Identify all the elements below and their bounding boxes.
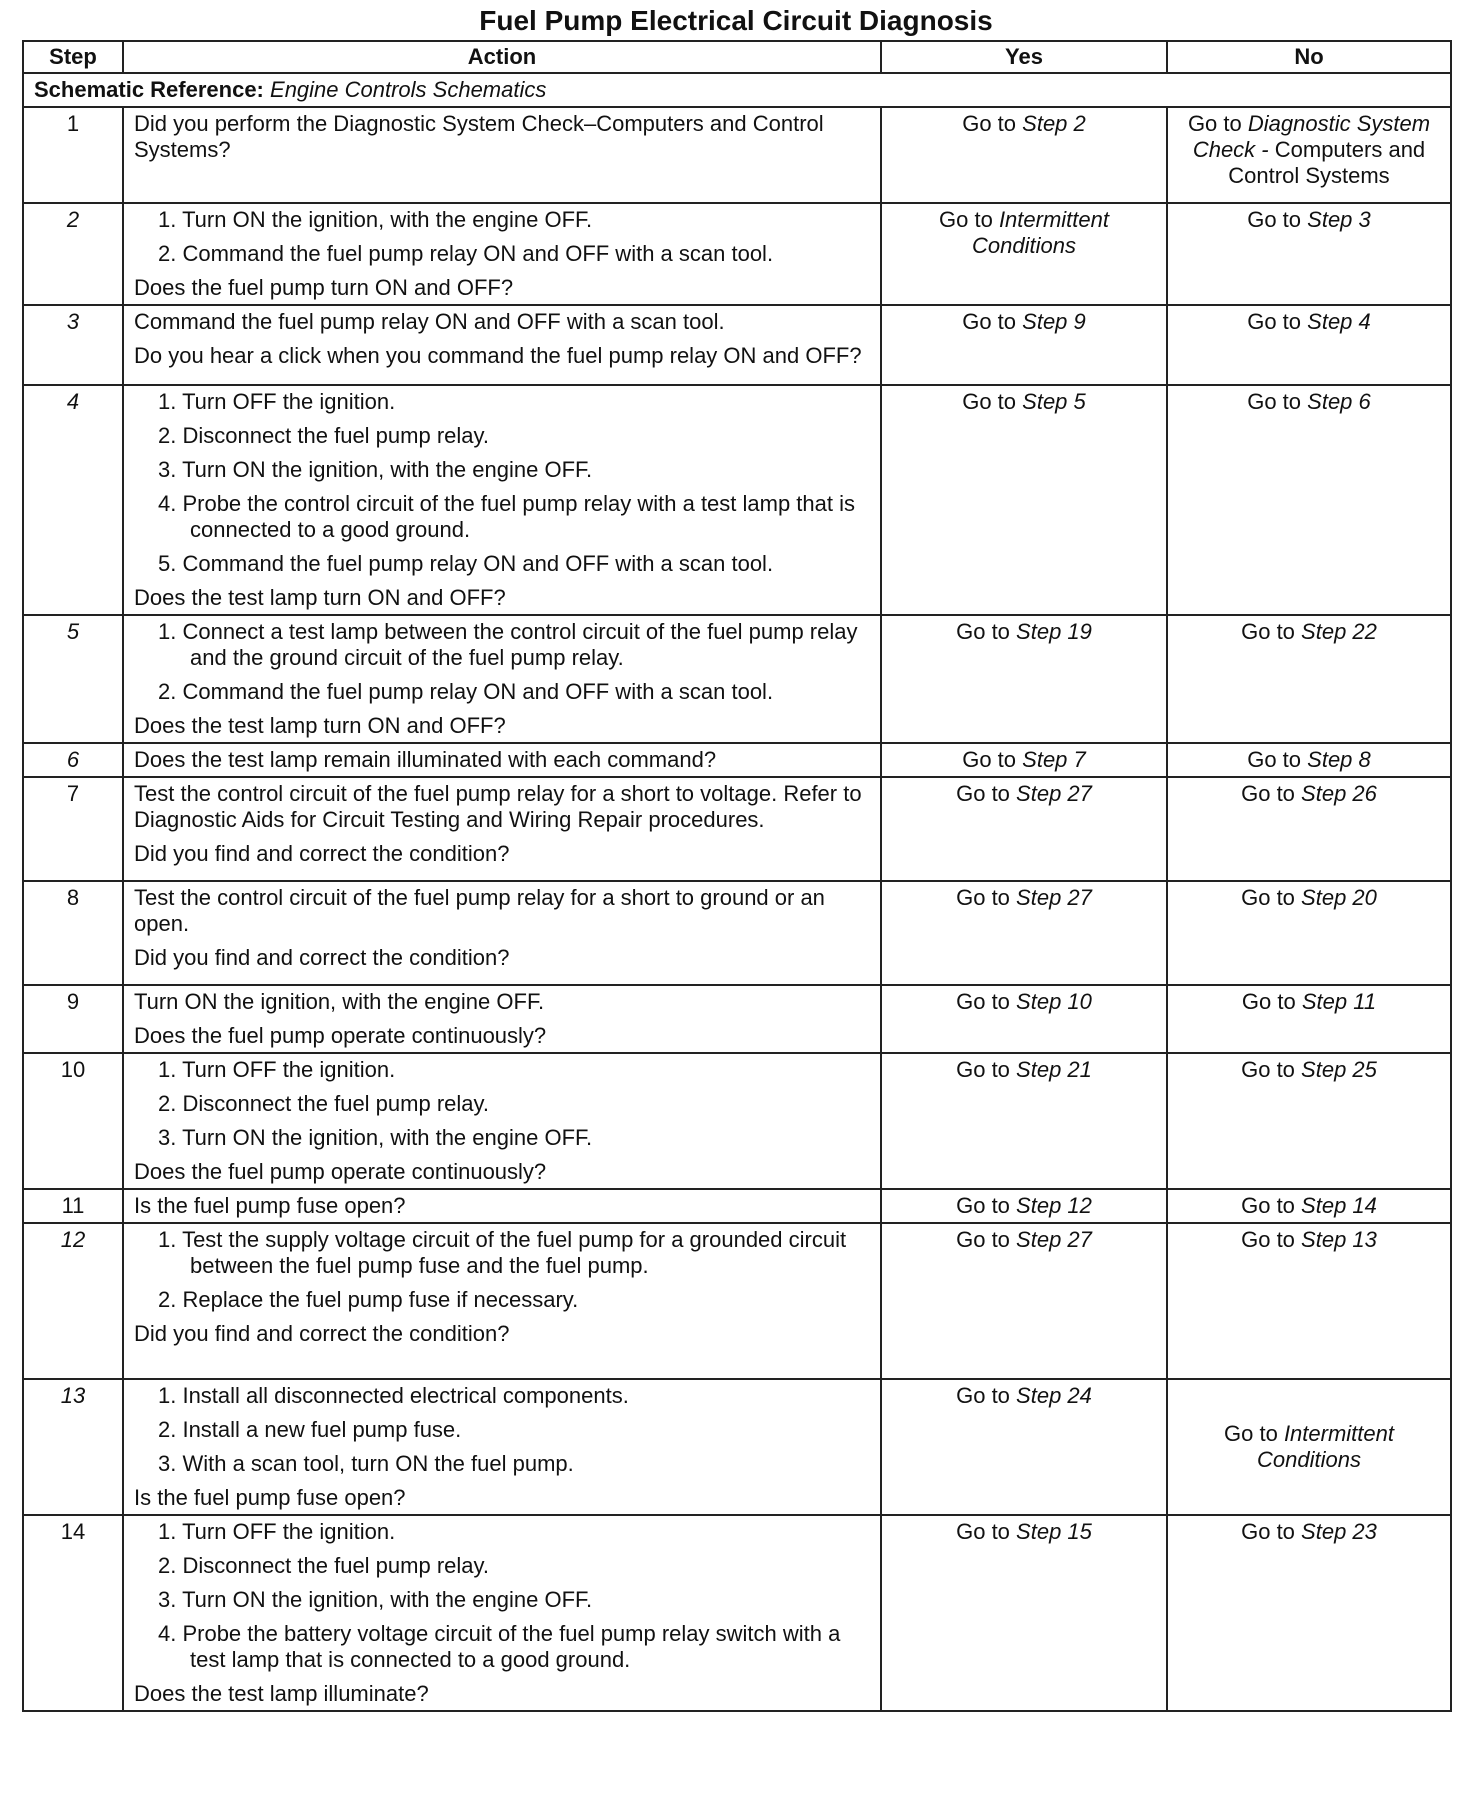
goto-step-link[interactable]: Intermittent Conditions	[1257, 1421, 1394, 1472]
action-item: 2. Replace the fuel pump fuse if necessary.	[158, 1287, 579, 1312]
goto-step-link[interactable]: Step 8	[1307, 747, 1371, 772]
goto-prefix: Go to	[1241, 1227, 1295, 1252]
goto-prefix: Go to	[1241, 1193, 1295, 1218]
goto-prefix: Go to	[1247, 747, 1302, 772]
action-cell	[123, 881, 881, 985]
no-cell	[1167, 615, 1451, 743]
table-row	[23, 615, 1451, 743]
goto-prefix: Go to	[962, 747, 1017, 772]
yes-cell	[881, 203, 1167, 305]
action-question: Does the test lamp turn ON and OFF?	[134, 585, 506, 610]
goto-prefix: Go to	[956, 619, 1010, 644]
action-item: 4. Probe the battery voltage circuit of the fuel pump relay switch with a test lamp that is connected to a good ground.	[158, 1621, 841, 1672]
table-row	[23, 1053, 1451, 1189]
step-number: 3	[23, 305, 123, 385]
action-question: Does the fuel pump operate continuously?	[134, 1023, 547, 1048]
action-question: Does the fuel pump operate continuously?	[134, 1159, 547, 1184]
action-item: 1. Test the supply voltage circuit of the fuel pump for a grounded circuit between the fuel pump fuse and the fuel pump.	[158, 1227, 847, 1278]
action-question: Does the test lamp turn ON and OFF?	[134, 713, 506, 738]
action-cell	[123, 777, 881, 881]
step-number: 14	[23, 1515, 123, 1711]
table-row	[23, 1223, 1451, 1379]
goto-prefix: Go to	[1241, 619, 1295, 644]
goto-prefix: Go to	[956, 781, 1010, 806]
action-question: Did you find and correct the condition?	[134, 1321, 510, 1346]
action-cell	[123, 385, 881, 615]
header-row	[23, 41, 1451, 73]
yes-cell	[881, 385, 1167, 615]
no-cell	[1167, 385, 1451, 615]
page-title: Fuel Pump Electrical Circuit Diagnosis	[479, 5, 993, 36]
step-number: 8	[23, 881, 123, 985]
action-item: 2. Install a new fuel pump fuse.	[158, 1417, 462, 1442]
goto-prefix: Go to	[1241, 989, 1296, 1014]
table-row	[23, 743, 1451, 777]
goto-step-link[interactable]: Step 27	[1016, 781, 1092, 806]
action-intro: Command the fuel pump relay ON and OFF with a scan tool.	[134, 309, 725, 334]
schematic-reference-value: Engine Controls Schematics	[270, 77, 547, 102]
action-item: 3. Turn ON the ignition, with the engine OFF.	[158, 1125, 593, 1150]
no-cell	[1167, 777, 1451, 881]
step-number: 7	[23, 777, 123, 881]
goto-step-link[interactable]: Step 22	[1301, 619, 1377, 644]
action-cell	[123, 1515, 881, 1711]
step-number: 10	[23, 1053, 123, 1189]
goto-step-link[interactable]: Step 10	[1016, 989, 1092, 1014]
action-item: 1. Turn ON the ignition, with the engine OFF.	[158, 207, 593, 232]
goto-step-link[interactable]: Diagnostic System Check -	[1192, 111, 1431, 162]
goto-step-link[interactable]: Step 24	[1016, 1383, 1092, 1408]
goto-prefix: Go to	[962, 309, 1017, 334]
goto-step-link[interactable]: Step 5	[1022, 389, 1086, 414]
yes-cell	[881, 305, 1167, 385]
yes-cell	[881, 1223, 1167, 1379]
goto-prefix: Go to	[1247, 309, 1302, 334]
no-cell	[1167, 107, 1451, 203]
no-cell	[1167, 1053, 1451, 1189]
action-cell	[123, 743, 881, 777]
step-number: 9	[23, 985, 123, 1053]
goto-prefix: Go to	[939, 207, 993, 232]
yes-cell	[881, 1379, 1167, 1515]
action-item: 1. Turn OFF the ignition.	[158, 389, 396, 414]
yes-cell	[881, 985, 1167, 1053]
action-question: Does the fuel pump turn ON and OFF?	[134, 275, 514, 300]
no-cell	[1167, 985, 1451, 1053]
table-row	[23, 881, 1451, 985]
step-number: 4	[23, 385, 123, 615]
step-number: 5	[23, 615, 123, 743]
goto-step-link[interactable]: Step 14	[1301, 1193, 1377, 1218]
step-number: 2	[23, 203, 123, 305]
action-intro: Is the fuel pump fuse open?	[134, 1193, 406, 1218]
yes-cell	[881, 881, 1167, 985]
table-row	[23, 1379, 1451, 1515]
yes-cell	[881, 107, 1167, 203]
yes-cell	[881, 777, 1167, 881]
schematic-reference-row	[23, 73, 1451, 107]
goto-prefix: Go to	[1247, 207, 1302, 232]
goto-step-link[interactable]: Step 12	[1016, 1193, 1092, 1218]
action-intro: Test the control circuit of the fuel pump relay for a short to ground or an open.	[134, 885, 825, 936]
goto-prefix: Go to	[1224, 1421, 1278, 1446]
action-item: 1. Turn OFF the ignition.	[158, 1057, 396, 1082]
action-question: Does the test lamp illuminate?	[134, 1681, 429, 1706]
action-cell	[123, 107, 881, 203]
goto-step-link[interactable]: Step 6	[1307, 389, 1371, 414]
action-cell	[123, 1379, 881, 1515]
goto-step-link[interactable]: Step 11	[1301, 989, 1377, 1014]
header-action: Action	[123, 41, 881, 73]
action-item: 3. With a scan tool, turn ON the fuel pump.	[158, 1451, 574, 1476]
table-row	[23, 985, 1451, 1053]
goto-prefix: Go to	[956, 885, 1010, 910]
action-cell	[123, 1223, 881, 1379]
header-no: No	[1167, 41, 1451, 73]
yes-cell	[881, 1189, 1167, 1223]
no-cell	[1167, 1223, 1451, 1379]
goto-prefix: Go to	[1247, 389, 1302, 414]
action-intro: Did you perform the Diagnostic System Check–Computers and Control Systems?	[134, 111, 824, 162]
action-item: 3. Turn ON the ignition, with the engine OFF.	[158, 457, 593, 482]
goto-prefix: Go to	[956, 1057, 1010, 1082]
goto-step-link[interactable]: Step 15	[1016, 1519, 1092, 1544]
step-number: 6	[23, 743, 123, 777]
goto-prefix: Go to	[962, 389, 1017, 414]
goto-prefix: Go to	[1241, 1057, 1295, 1082]
step-number: 11	[23, 1189, 123, 1223]
step-number: 12	[23, 1223, 123, 1379]
goto-prefix: Go to	[956, 989, 1010, 1014]
action-item: 1. Turn OFF the ignition.	[158, 1519, 396, 1544]
action-question: Did you find and correct the condition?	[134, 945, 510, 970]
action-item: 1. Install all disconnected electrical components.	[158, 1383, 629, 1408]
table-row	[23, 777, 1451, 881]
goto-prefix: Go to	[1241, 781, 1295, 806]
goto-step-link[interactable]: Step 27	[1016, 885, 1092, 910]
goto-prefix: Go to	[956, 1193, 1010, 1218]
goto-prefix: Go to	[956, 1383, 1010, 1408]
goto-step-link[interactable]: Step 9	[1022, 309, 1086, 334]
header-yes: Yes	[881, 41, 1167, 73]
goto-step-link[interactable]: Intermittent Conditions	[972, 207, 1109, 258]
goto-rest: Computers and Control Systems	[1228, 137, 1426, 188]
action-question: Is the fuel pump fuse open?	[134, 1485, 406, 1510]
step-number: 13	[23, 1379, 123, 1515]
action-item: 4. Probe the control circuit of the fuel pump relay with a test lamp that is connected to a good ground.	[158, 491, 856, 542]
table-row	[23, 385, 1451, 615]
table-row	[23, 203, 1451, 305]
action-item: 2. Disconnect the fuel pump relay.	[158, 1091, 489, 1116]
goto-prefix: Go to	[1241, 1519, 1295, 1544]
goto-step-link[interactable]: Step 2	[1022, 111, 1086, 136]
table-row	[23, 1515, 1451, 1711]
no-cell	[1167, 1379, 1451, 1515]
goto-prefix: Go to	[1241, 885, 1295, 910]
goto-step-link[interactable]: Step 23	[1301, 1519, 1377, 1544]
schematic-reference	[23, 73, 1451, 107]
action-cell	[123, 305, 881, 385]
table-row	[23, 1189, 1451, 1223]
no-cell	[1167, 203, 1451, 305]
goto-prefix: Go to	[956, 1519, 1010, 1544]
action-intro: Turn ON the ignition, with the engine OFF.	[134, 989, 545, 1014]
action-cell	[123, 615, 881, 743]
action-question: Did you find and correct the condition?	[134, 841, 510, 866]
action-item: 2. Command the fuel pump relay ON and OFF with a scan tool.	[158, 679, 774, 704]
diagnosis-table	[22, 40, 1452, 1712]
action-cell	[123, 203, 881, 305]
goto-step-link[interactable]: Step 20	[1301, 885, 1377, 910]
action-cell	[123, 1189, 881, 1223]
action-item: 2. Disconnect the fuel pump relay.	[158, 423, 489, 448]
no-cell	[1167, 881, 1451, 985]
goto-step-link[interactable]: Step 4	[1307, 309, 1371, 334]
goto-step-link[interactable]: Step 19	[1016, 619, 1092, 644]
table-row	[23, 107, 1451, 203]
step-number: 1	[23, 107, 123, 203]
action-intro: Does the test lamp remain illuminated with each command?	[134, 747, 717, 772]
action-cell	[123, 1053, 881, 1189]
goto-step-link[interactable]: Step 25	[1301, 1057, 1377, 1082]
yes-cell	[881, 1515, 1167, 1711]
goto-step-link[interactable]: Step 21	[1016, 1057, 1092, 1082]
no-cell	[1167, 1515, 1451, 1711]
no-cell	[1167, 743, 1451, 777]
action-question: Do you hear a click when you command the fuel pump relay ON and OFF?	[134, 343, 862, 368]
goto-step-link[interactable]: Step 3	[1307, 207, 1371, 232]
goto-prefix: Go to	[956, 1227, 1010, 1252]
goto-step-link[interactable]: Step 27	[1016, 1227, 1092, 1252]
action-item: 1. Connect a test lamp between the control circuit of the fuel pump relay and the ground circuit of the fuel pump relay.	[158, 619, 858, 670]
goto-step-link[interactable]: Step 26	[1301, 781, 1377, 806]
goto-step-link[interactable]: Step 7	[1022, 747, 1086, 772]
schematic-reference-label: Schematic Reference:	[34, 77, 264, 102]
yes-cell	[881, 1053, 1167, 1189]
yes-cell	[881, 615, 1167, 743]
yes-cell	[881, 743, 1167, 777]
table-row	[23, 305, 1451, 385]
action-item: 2. Disconnect the fuel pump relay.	[158, 1553, 489, 1578]
action-item: 2. Command the fuel pump relay ON and OFF with a scan tool.	[158, 241, 774, 266]
action-cell	[123, 985, 881, 1053]
goto-prefix: Go to	[1187, 111, 1242, 136]
action-intro: Test the control circuit of the fuel pump relay for a short to voltage. Refer to Diagnostic Aids for Circuit Testing and Wiring Repair procedures.	[134, 781, 862, 832]
no-cell	[1167, 305, 1451, 385]
no-cell	[1167, 1189, 1451, 1223]
goto-prefix: Go to	[962, 111, 1017, 136]
action-item: 5. Command the fuel pump relay ON and OFF with a scan tool.	[158, 551, 774, 576]
header-step: Step	[23, 41, 123, 73]
goto-step-link[interactable]: Step 13	[1301, 1227, 1377, 1252]
action-item: 3. Turn ON the ignition, with the engine OFF.	[158, 1587, 593, 1612]
